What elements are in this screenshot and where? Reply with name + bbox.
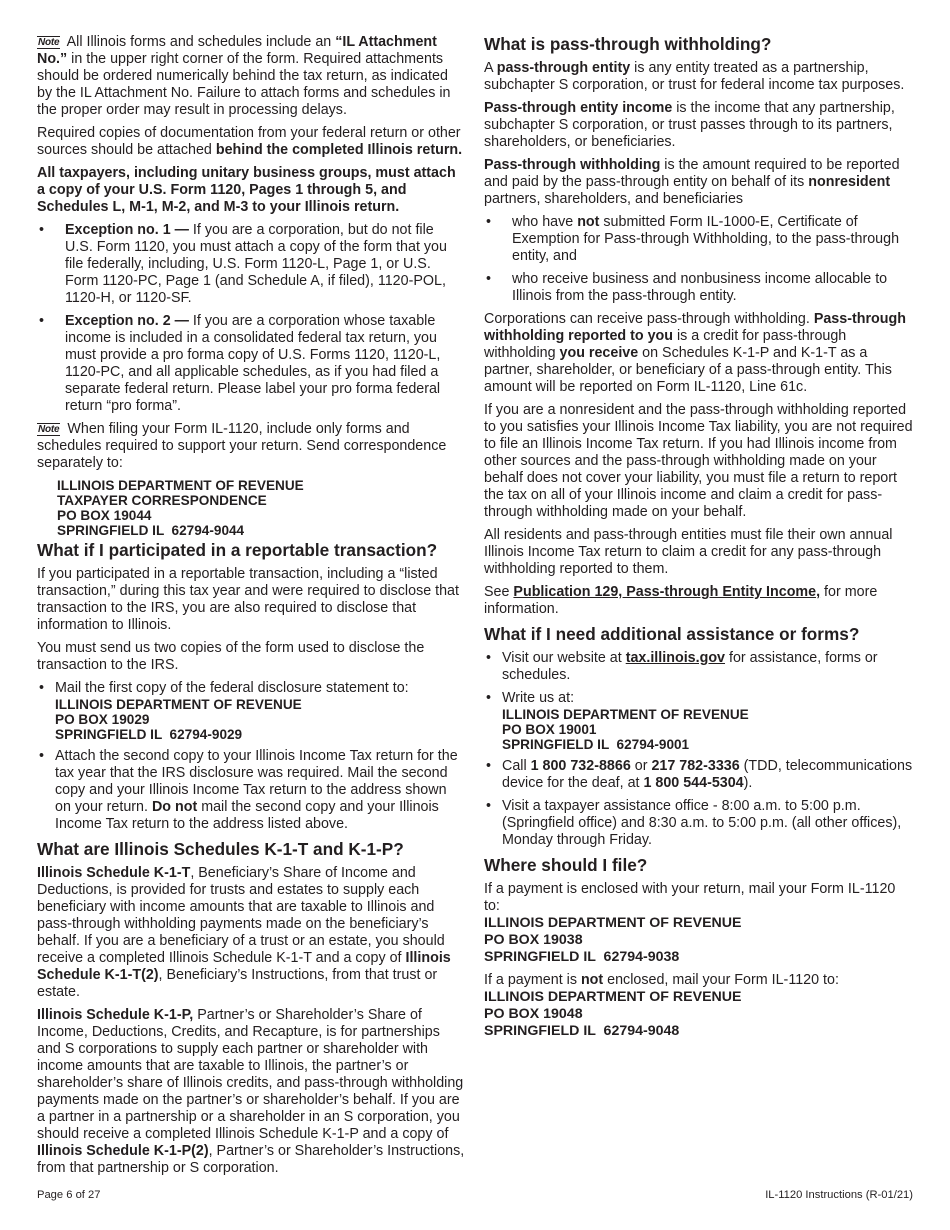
exception-1: • Exception no. 1 — If you are a corporation, but do not file U.S. Form 1120, you must attach a copy of the form that you file federally, including, U.S. Form 1120-L, Page 1, or U.S. Form 1120-PC, Page 1 (and Schedule A, if filed), 1120-POL, 1120-H, or 1120-SF. — [37, 222, 465, 307]
pass-through-heading: What is pass-through withholding? — [484, 34, 772, 54]
payment-not-enclosed-paragraph: If a payment is not enclosed, mail your Form IL-1120 to: — [484, 972, 839, 988]
publication-129-link[interactable]: Publication 129, Pass-through Entity Income, — [513, 584, 821, 600]
disclosure-address: ILLINOIS DEPARTMENT OF REVENUE PO BOX 19029 SPRINGFIELD IL 62794-9029 — [55, 697, 302, 742]
pass-through-entity-paragraph: A pass-through entity is any entity treated as a partnership, subchapter S corporation, or trust for federal income tax purposes. — [484, 60, 905, 93]
assistance-address: ILLINOIS DEPARTMENT OF REVENUE PO BOX 19001 SPRINGFIELD IL 62794-9001 — [502, 707, 749, 752]
disclosure-list — [37, 680, 465, 833]
note-icon: Note — [38, 424, 60, 435]
exceptions-list — [37, 222, 465, 415]
assistance-list — [484, 650, 914, 849]
page-number: Page 6 of 27 — [37, 1189, 101, 1201]
assistance-website: • Visit our website at tax.illinois.gov for assistance, forms or schedules. — [484, 650, 914, 684]
nonresident-item-1: • who have not submitted Form IL-1000-E, Certificate of Exemption for Pass-through Withholding, to the pass-through entity, and — [484, 214, 914, 265]
nonresident-paragraph: If you are a nonresident and the pass-through withholding reported to you satisfies your Illinois Income Tax liability, you are not required to file an Illinois Income Tax return. If you had Illinois income from other sources and the pass-through withholding made on your behalf does not cover your liability, you must file a return to report the tax on all of your Illinois income and claim a credit for pass-through withholding made on your behalf. — [484, 402, 913, 520]
correspondence-note-paragraph: Note When filing your Form IL-1120, include only forms and schedules required to support your return. Send correspondence separately to: — [37, 421, 447, 471]
reportable-transaction-heading: What if I participated in a reportable transaction? — [37, 540, 438, 560]
pass-through-withholding-paragraph: Pass-through withholding is the amount required to be reported and paid by the pass-through entity on behalf of its nonresident partners, shareholders, and beneficiaries — [484, 157, 900, 207]
k1p-paragraph: Illinois Schedule K-1-P, Partner’s or Shareholder’s Share of Income, Deductions, Credits, and Recapture, is for partnerships and S corporations to supply each partner or shareholder with income amounts that are taxable to Illinois, the partner’s or shareholder’s share of Illinois credits, and pass-through withholding payments made on the partner’s or shareholder’s behalf. If you are a partner in a partnership or a shareholder in an S corporation, you should receive a completed Illinois Schedule K-1-P and a copy of Illinois Schedule K-1-P(2), Partner’s or Shareholder’s Instructions, from that partnership or S corporation. — [37, 1007, 465, 1176]
corporations-paragraph: Corporations can receive pass-through withholding. Pass-through withholding reported to you is a credit for pass-through withholding you receive on Schedules K-1-P and K-1-T as a partner, shareholder, or beneficiary of a pass-through entity. This amount will be reported on Form IL-1120, Line 61c. — [484, 311, 906, 395]
assistance-visit: • Visit a taxpayer assistance office - 8:00 a.m. to 5:00 p.m. (Springfield office) and 8:30 a.m. to 5:00 p.m. (all other offices), Monday through Friday. — [484, 798, 914, 849]
disclosure-item-2: • Attach the second copy to your Illinois Income Tax return for the tax year that the IRS disclosure was required. Mail the second copy and your Illinois Income Tax return to the address shown on your return. Do not mail the second copy and your Illinois Income Tax return to the address listed above. — [37, 748, 465, 833]
assistance-write: • Write us at: ILLINOIS DEPARTMENT OF REVENUE PO BOX 19001 SPRINGFIELD IL 62794-9001 — [484, 690, 914, 752]
nonresident-list — [484, 214, 914, 305]
attachment-note-paragraph: Note All Illinois forms and schedules include an “IL Attachment No.” in the upper right corner of the form. Required attachments should be ordered numerically behind the tax return, as indicated by the IL Attachment No. Failure to attach forms and schedules in the proper order may result in processing delays. — [37, 34, 451, 118]
document-id: IL-1120 Instructions (R-01/21) — [765, 1189, 913, 1201]
where-to-file-heading: Where should I file? — [484, 855, 648, 875]
payment-not-enclosed-address: ILLINOIS DEPARTMENT OF REVENUE PO BOX 19048 SPRINGFIELD IL 62794-9048 — [484, 989, 742, 1039]
exception-2: • Exception no. 2 — If you are a corporation whose taxable income is included in a consolidated federal tax return, you must provide a pro forma copy of U.S. Forms 1120, 1120-L, 1120-PC, and all applicable schedules, as if you had filed a separate federal return. Please label your pro forma federal return “pro forma”. — [37, 313, 465, 415]
documentation-paragraph: Required copies of documentation from your federal return or other sources should be attached behind the completed Illinois return. — [37, 125, 463, 158]
all-taxpayers-paragraph: All taxpayers, including unitary business groups, must attach a copy of your U.S. Form 1120, Pages 1 through 5, and Schedules L, M-1, M-2, and M-3 to your Illinois return. — [37, 165, 456, 215]
assistance-heading: What if I need additional assistance or forms? — [484, 624, 860, 644]
k1t-paragraph: Illinois Schedule K-1-T, Beneficiary’s Share of Income and Deductions, is provided for trusts and estates to supply each beneficiary with income amounts that are taxable to Illinois and pass-through withholding payments made on the beneficiary’s behalf. If you are a beneficiary of a trust or an estate, you should receive a completed Illinois Schedule K-1-T and a copy of Illinois Schedule K-1-T(2), Beneficiary’s Instructions, from that trust or estate. — [37, 865, 451, 1000]
publication-paragraph: See Publication 129, Pass-through Entity Income, for more information. — [484, 584, 878, 617]
assistance-call: • Call 1 800 732-8866 or 217 782-3336 (TDD, telecommunications device for the deaf, at 1 800 544-5304). — [484, 758, 914, 792]
residents-paragraph: All residents and pass-through entities must file their own annual Illinois Income Tax return to claim a credit for any pass-through withholding reported to them. — [484, 527, 893, 577]
tax-illinois-gov-link[interactable]: tax.illinois.gov — [625, 650, 726, 666]
reportable-transaction-paragraph: If you participated in a reportable transaction, including a “listed transaction,” during this tax year and were required to disclose that transaction to the IRS, you are also required to disclose that information to Illinois. — [37, 566, 459, 633]
payment-enclosed-paragraph: If a payment is enclosed with your return, mail your Form IL-1120 to: — [484, 881, 896, 914]
disclosure-item-1: • Mail the first copy of the federal disclosure statement to: ILLINOIS DEPARTMENT OF REVENUE PO BOX 19029 SPRINGFIELD IL 62794-9029 — [37, 680, 465, 742]
left-column — [37, 34, 465, 1183]
schedules-heading: What are Illinois Schedules K-1-T and K-1-P? — [37, 839, 404, 859]
right-column — [484, 34, 914, 1046]
correspondence-address: ILLINOIS DEPARTMENT OF REVENUE TAXPAYER CORRESPONDENCE PO BOX 19044 SPRINGFIELD IL 62794-9044 — [57, 478, 304, 538]
note-icon: Note — [38, 37, 60, 48]
payment-enclosed-address: ILLINOIS DEPARTMENT OF REVENUE PO BOX 19038 SPRINGFIELD IL 62794-9038 — [484, 915, 742, 965]
pass-through-income-paragraph: Pass-through entity income is the income that any partnership, subchapter S corporation, or trust passes through to its partners, shareholders, or beneficiaries. — [484, 100, 895, 150]
two-copies-paragraph: You must send us two copies of the form used to disclose the transaction to the IRS. — [37, 640, 425, 673]
nonresident-item-2: • who receive business and nonbusiness income allocable to Illinois from the pass-through entity. — [484, 271, 914, 305]
